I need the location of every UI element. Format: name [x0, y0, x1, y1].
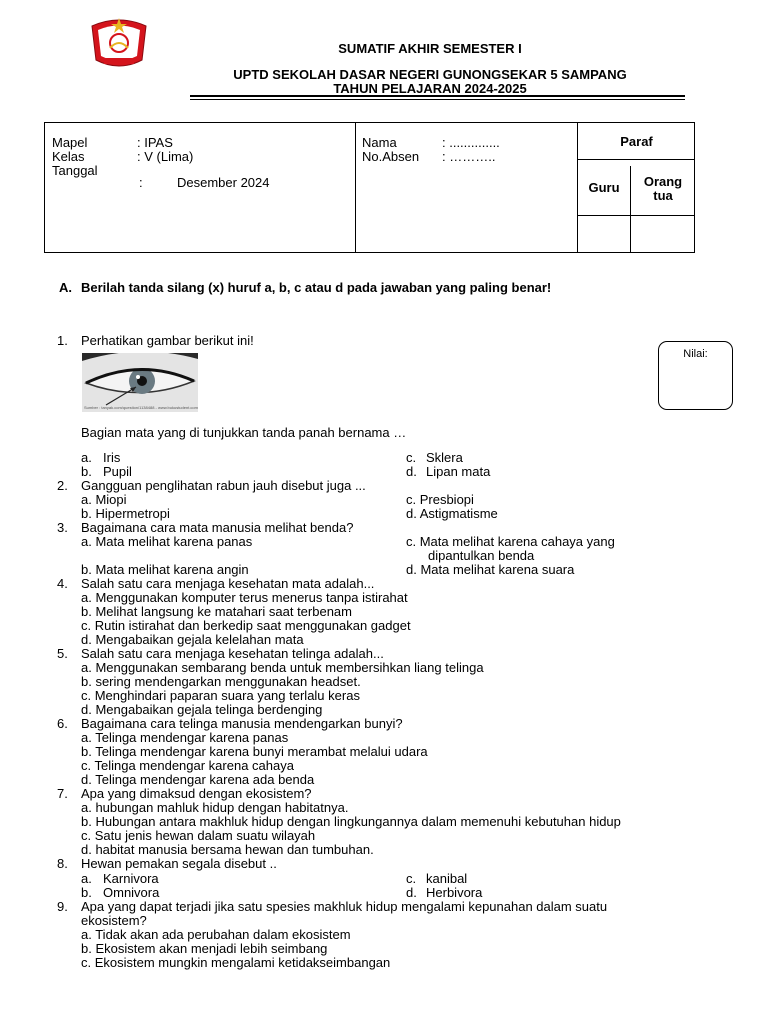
q8-a-letter: a. — [81, 871, 92, 886]
q6-number: 6. — [57, 716, 68, 731]
q8-text: Hewan pemakan segala disebut .. — [81, 856, 277, 871]
q4-option-d[interactable]: d. Mengabaikan gejala kelelahan mata — [81, 632, 304, 647]
header-rule — [190, 95, 685, 97]
eye-image — [82, 353, 198, 412]
q6-option-c[interactable]: c. Telinga mendengar karena cahaya — [81, 758, 294, 773]
q1-option-b[interactable]: Pupil — [103, 464, 132, 479]
q7-text: Apa yang dimaksud dengan ekosistem? — [81, 786, 312, 801]
q1-c-letter: c. — [406, 450, 417, 465]
q8-number: 8. — [57, 856, 68, 871]
q4-text: Salah satu cara menjaga kesehatan mata adalah... — [81, 576, 375, 591]
section-instruction: Berilah tanda silang (x) huruf a, b, c atau d pada jawaban yang paling benar! — [81, 280, 552, 295]
q5-option-c[interactable]: c. Menghindari paparan suara yang terlalu keras — [81, 688, 360, 703]
q1-option-c[interactable]: Sklera — [426, 450, 463, 465]
guru-header: Guru — [588, 180, 620, 195]
absen-label: No.Absen — [362, 149, 420, 164]
absen-value[interactable]: : ……….. — [442, 149, 496, 164]
q1-option-d[interactable]: Lipan mata — [426, 464, 491, 479]
q1-number: 1. — [57, 333, 68, 348]
q3-option-a[interactable]: a. Mata melihat karena panas — [81, 534, 253, 549]
q8-d-letter: d. — [406, 885, 417, 900]
exam-title: SUMATIF AKHIR SEMESTER I — [338, 41, 522, 56]
nama-label: Nama — [362, 135, 397, 150]
q7-option-d[interactable]: d. habitat manusia bersama hewan dan tumbuhan. — [81, 842, 374, 857]
q2-option-d[interactable]: d. Astigmatisme — [406, 506, 498, 521]
q2-option-b[interactable]: b. Hipermetropi — [81, 506, 170, 521]
tanggal-colon: : — [139, 175, 143, 190]
q6-option-d[interactable]: d. Telinga mendengar karena ada benda — [81, 772, 315, 787]
q9-text-cont: ekosistem? — [81, 913, 147, 928]
divider — [355, 123, 356, 252]
q1-question: Bagian mata yang di tunjukkan tanda panah bernama … — [81, 425, 407, 440]
q2-option-a[interactable]: a. Miopi — [81, 492, 127, 507]
q5-option-d[interactable]: d. Mengabaikan gejala telinga berdenging — [81, 702, 323, 717]
q2-option-c[interactable]: c. Presbiopi — [406, 492, 474, 507]
q8-option-a[interactable]: Karnivora — [103, 871, 159, 886]
school-logo — [86, 16, 152, 70]
q9-option-c[interactable]: c. Ekosistem mungkin mengalami ketidakseimbangan — [81, 955, 391, 970]
q5-option-b[interactable]: b. sering mendengarkan menggunakan headset. — [81, 674, 361, 689]
q3-number: 3. — [57, 520, 68, 535]
q2-text: Gangguan penglihatan rabun jauh disebut juga ... — [81, 478, 366, 493]
divider — [577, 159, 695, 160]
q3-option-b[interactable]: b. Mata melihat karena angin — [81, 562, 249, 577]
orang-tua-header-1: Orang — [643, 174, 683, 189]
q4-option-a[interactable]: a. Menggunakan komputer terus menerus tanpa istirahat — [81, 590, 408, 605]
q8-b-letter: b. — [81, 885, 92, 900]
student-info-box — [44, 122, 695, 253]
q8-option-d[interactable]: Herbivora — [426, 885, 483, 900]
header-rule-thin — [190, 99, 685, 100]
q9-option-b[interactable]: b. Ekosistem akan menjadi lebih seimbang — [81, 941, 328, 956]
q1-a-letter: a. — [81, 450, 92, 465]
mapel-label: Mapel — [52, 135, 88, 150]
q4-option-b[interactable]: b. Melihat langsung ke matahari saat terbenam — [81, 604, 352, 619]
q2-number: 2. — [57, 478, 68, 493]
q6-option-b[interactable]: b. Telinga mendengar karena bunyi merambat melalui udara — [81, 744, 428, 759]
paraf-header: Paraf — [620, 134, 653, 149]
q3-text: Bagaimana cara mata manusia melihat benda? — [81, 520, 354, 535]
q4-number: 4. — [57, 576, 68, 591]
q9-text: Apa yang dapat terjadi jika satu spesies makhluk hidup mengalami kepunahan dalam suatu — [81, 899, 608, 914]
school-name: UPTD SEKOLAH DASAR NEGERI GUNONGSEKAR 5 SAMPANG — [233, 67, 627, 82]
orang-tua-header-2: tua — [653, 188, 673, 203]
q7-number: 7. — [57, 786, 68, 801]
q6-option-a[interactable]: a. Telinga mendengar karena panas — [81, 730, 289, 745]
q5-number: 5. — [57, 646, 68, 661]
kelas-value: : V (Lima) — [137, 149, 194, 164]
q3-option-c[interactable]: c. Mata melihat karena cahaya yang — [406, 534, 615, 549]
q7-option-a[interactable]: a. hubungan mahluk hidup dengan habitatnya. — [81, 800, 349, 815]
q9-option-a[interactable]: a. Tidak akan ada perubahan dalam ekosistem — [81, 927, 351, 942]
q5-option-a[interactable]: a. Menggunakan sembarang benda untuk membersihkan liang telinga — [81, 660, 484, 675]
q3-option-c-cont: dipantulkan benda — [428, 548, 535, 563]
divider — [577, 215, 695, 216]
q7-option-c[interactable]: c. Satu jenis hewan dalam suatu wilayah — [81, 828, 316, 843]
q7-option-b[interactable]: b. Hubungan antara makhluk hidup dengan lingkungannya dalam memenuhi kebutuhan hidup — [81, 814, 621, 829]
mapel-value: : IPAS — [137, 135, 173, 150]
tanggal-label: Tanggal — [52, 163, 98, 178]
q8-option-c[interactable]: kanibal — [426, 871, 468, 886]
nilai-box[interactable] — [658, 341, 733, 410]
q1-text: Perhatikan gambar berikut ini! — [81, 333, 254, 348]
q1-b-letter: b. — [81, 464, 92, 479]
kelas-label: Kelas — [52, 149, 85, 164]
q3-option-d[interactable]: d. Mata melihat karena suara — [406, 562, 575, 577]
nilai-label: Nilai: — [683, 348, 708, 360]
image-caption: Sumber : tanyak.com/question/1138488 - www.bukustudent.com — [84, 405, 198, 410]
nama-value[interactable]: : .............. — [442, 135, 500, 150]
q9-number: 9. — [57, 899, 68, 914]
q6-text: Bagaimana cara telinga manusia mendengarkan bunyi? — [81, 716, 403, 731]
q1-option-a[interactable]: Iris — [103, 450, 121, 465]
q4-option-c[interactable]: c. Rutin istirahat dan berkedip saat menggunakan gadget — [81, 618, 411, 633]
tanggal-value: Desember 2024 — [177, 175, 270, 190]
q8-c-letter: c. — [406, 871, 417, 886]
section-letter: A. — [59, 280, 72, 295]
q8-option-b[interactable]: Omnivora — [103, 885, 160, 900]
q1-d-letter: d. — [406, 464, 417, 479]
q5-text: Salah satu cara menjaga kesehatan telinga adalah... — [81, 646, 384, 661]
academic-year: TAHUN PELAJARAN 2024-2025 — [333, 81, 527, 96]
